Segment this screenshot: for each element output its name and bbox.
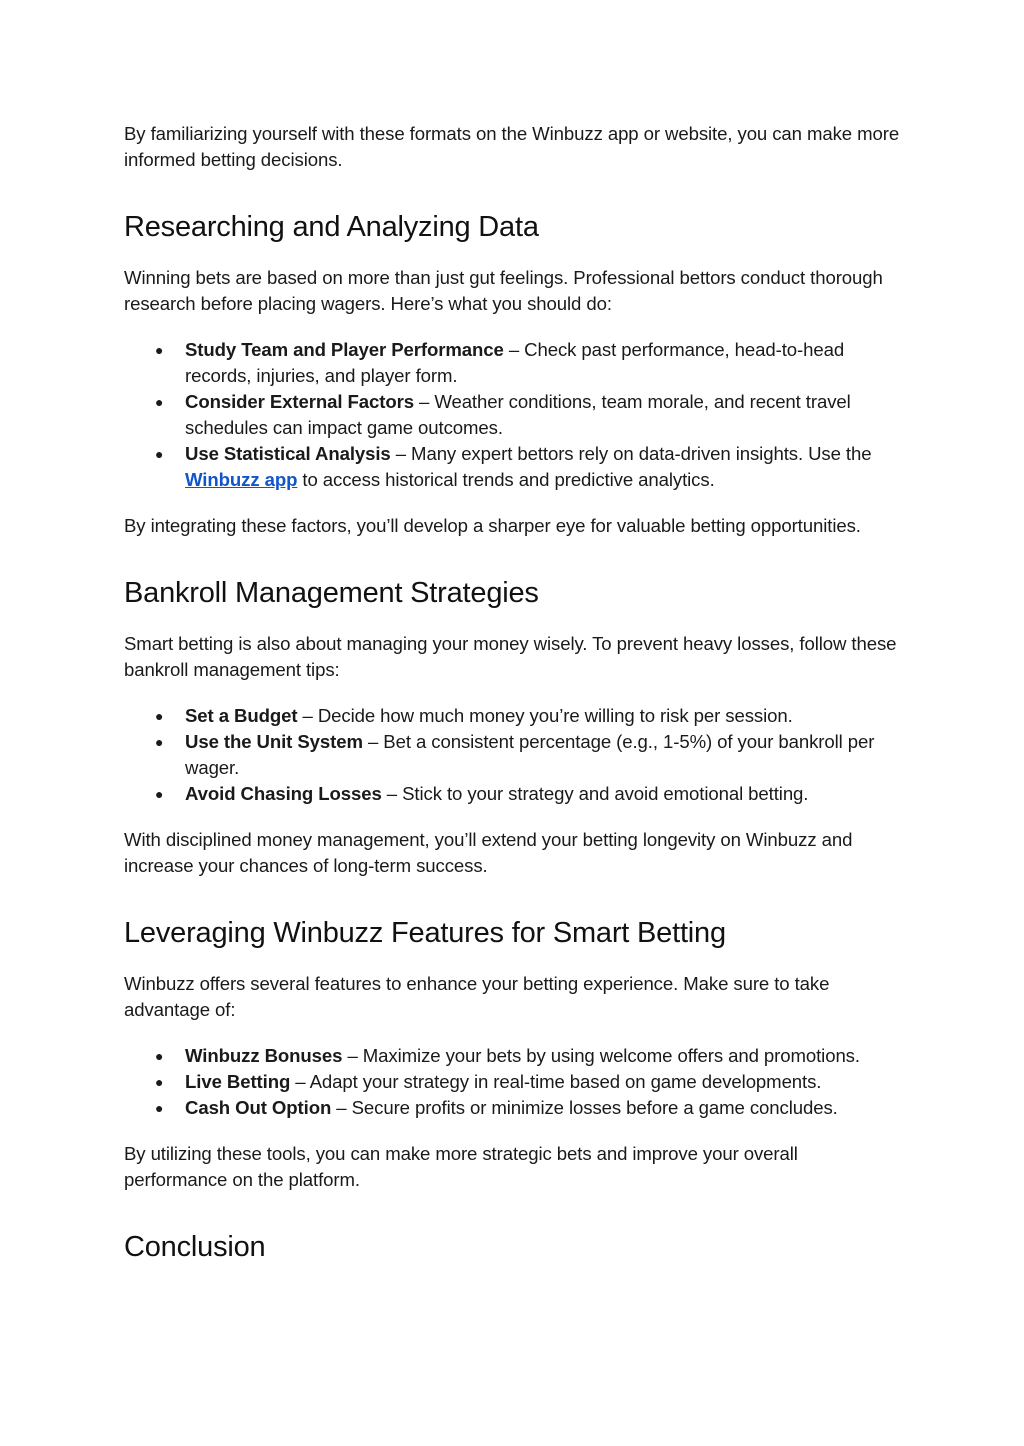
bullet-icon: ●: [155, 342, 164, 358]
list-item: [155, 1043, 904, 1069]
heading-conclusion: Conclusion: [124, 1231, 266, 1263]
bankroll-closing-paragraph: With disciplined money management, you’ll extend your betting longevity on Winbuzz and increase your chances of long-term success.: [124, 829, 853, 876]
heading-researching: Researching and Analyzing Data: [124, 211, 539, 243]
winbuzz-app-link[interactable]: Winbuzz app: [185, 469, 298, 490]
list-item-text: – Check past performance, head-to-head records, injuries, and player form.: [185, 339, 845, 386]
bullet-icon: ●: [155, 446, 164, 462]
intro-paragraph: By familiarizing yourself with these formats on the Winbuzz app or website, you can make more informed betting decisions.: [124, 123, 900, 170]
list-item-text: to access historical trends and predictive analytics.: [297, 469, 715, 490]
features-list: [124, 1043, 904, 1121]
list-item-term: Use the Unit System: [185, 731, 363, 752]
features-lead-paragraph: Winbuzz offers several features to enhance your betting experience. Make sure to take advantage of:: [124, 973, 830, 1020]
list-item: [155, 389, 904, 441]
list-item: [155, 1069, 904, 1095]
list-item-term: Avoid Chasing Losses: [185, 783, 382, 804]
research-list: [124, 337, 904, 493]
list-item-text: – Weather conditions, team morale, and recent travel schedules can impact game outcomes.: [185, 391, 851, 438]
research-lead-paragraph: Winning bets are based on more than just gut feelings. Professional bettors conduct thorough research before placing wagers. Here’s what you should do:: [124, 267, 883, 314]
document-page: [124, 121, 904, 1265]
bullet-icon: ●: [155, 394, 164, 410]
list-item-text: – Maximize your bets by using welcome offers and promotions.: [342, 1045, 860, 1066]
list-item: [155, 781, 904, 807]
bankroll-list: [124, 703, 904, 807]
list-item-text: – Stick to your strategy and avoid emotional betting.: [381, 783, 809, 804]
list-item-term: Cash Out Option: [185, 1097, 332, 1118]
list-item-term: Consider External Factors: [185, 391, 414, 412]
list-item-text: – Many expert bettors rely on data-driven insights. Use the: [390, 443, 872, 464]
list-item-text: – Adapt your strategy in real-time based on game developments.: [290, 1071, 822, 1092]
bullet-icon: ●: [155, 786, 164, 802]
bullet-icon: ●: [155, 1074, 164, 1090]
heading-features: Leveraging Winbuzz Features for Smart Betting: [124, 917, 726, 949]
bullet-icon: ●: [155, 734, 164, 750]
heading-bankroll: Bankroll Management Strategies: [124, 577, 539, 609]
bullet-icon: ●: [155, 1100, 164, 1116]
list-item: [155, 441, 904, 493]
list-item-term: Set a Budget: [185, 705, 298, 726]
list-item-text: – Bet a consistent percentage (e.g., 1-5%) of your bankroll per wager.: [185, 731, 875, 778]
features-closing-paragraph: By utilizing these tools, you can make more strategic bets and improve your overall performance on the platform.: [124, 1143, 798, 1190]
bullet-icon: ●: [155, 708, 164, 724]
list-item-term: Live Betting: [185, 1071, 291, 1092]
bullet-icon: ●: [155, 1048, 164, 1064]
list-item-term: Study Team and Player Performance: [185, 339, 504, 360]
list-item: [155, 729, 904, 781]
list-item: [155, 1095, 904, 1121]
research-closing-paragraph: By integrating these factors, you’ll develop a sharper eye for valuable betting opportunities.: [124, 515, 861, 536]
list-item-term: Use Statistical Analysis: [185, 443, 391, 464]
list-item-text: – Decide how much money you’re willing to risk per session.: [297, 705, 793, 726]
list-item-text: – Secure profits or minimize losses before a game concludes.: [331, 1097, 838, 1118]
list-item-term: Winbuzz Bonuses: [185, 1045, 343, 1066]
list-item: [155, 703, 904, 729]
list-item: [155, 337, 904, 389]
bankroll-lead-paragraph: Smart betting is also about managing your money wisely. To prevent heavy losses, follow these bankroll management tips:: [124, 633, 897, 680]
